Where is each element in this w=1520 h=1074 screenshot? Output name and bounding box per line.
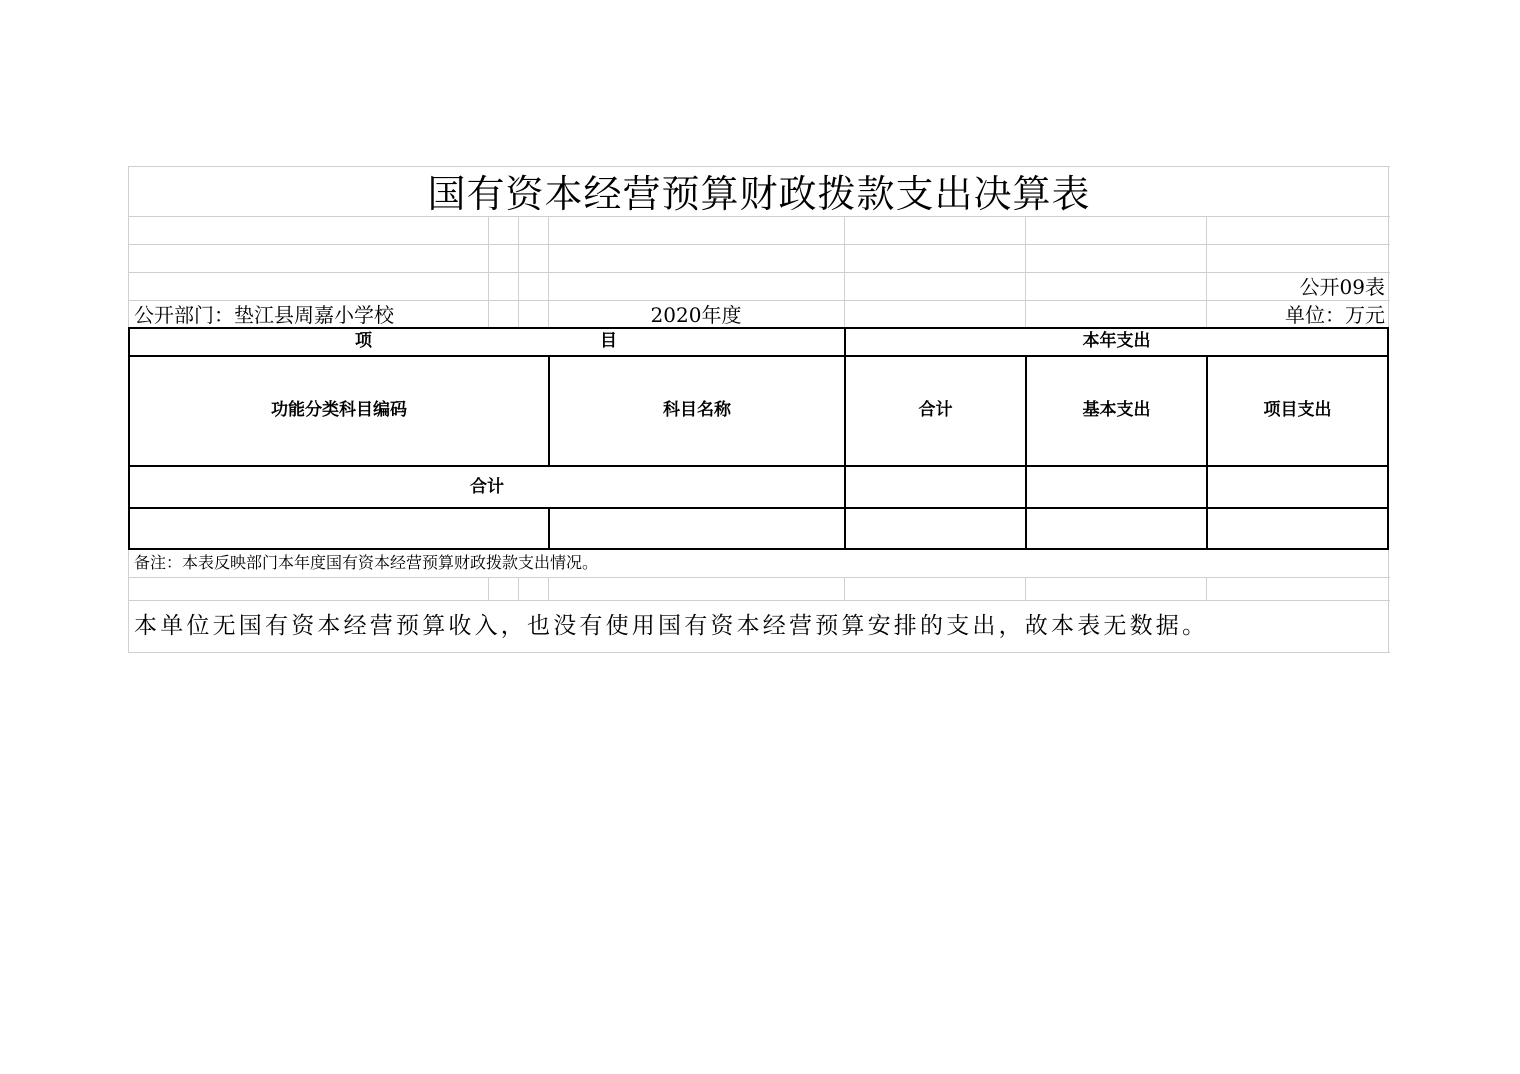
col-header-subject-name: 科目名称 xyxy=(663,400,731,420)
department-label: 公开部门：垫江县周嘉小学校 xyxy=(134,303,394,327)
col-header-project-expenditure: 项目支出 xyxy=(1263,400,1332,420)
group-header-current-year-expenditure: 本年支出 xyxy=(1082,331,1151,351)
no-data-statement: 本单位无国有资本经营预算收入，也没有使用国有资本经营预算安排的支出，故本表无数据。 xyxy=(134,613,1209,639)
fiscal-year: 2020年度 xyxy=(650,303,742,327)
group-header-item: 项 xyxy=(355,331,372,351)
total-row-label: 合计 xyxy=(470,477,504,497)
unit-label: 单位：万元 xyxy=(1285,303,1385,327)
col-header-total: 合计 xyxy=(918,400,953,420)
remark-note: 备注：本表反映部门本年度国有资本经营预算财政拨款支出情况。 xyxy=(134,553,599,572)
page-title: 国有资本经营预算财政拨款支出决算表 xyxy=(427,172,1091,216)
group-header-item-2: 目 xyxy=(600,331,617,351)
col-header-function-code: 功能分类科目编码 xyxy=(271,400,407,420)
form-code: 公开09表 xyxy=(1299,275,1385,299)
col-header-basic-expenditure: 基本支出 xyxy=(1082,400,1151,420)
